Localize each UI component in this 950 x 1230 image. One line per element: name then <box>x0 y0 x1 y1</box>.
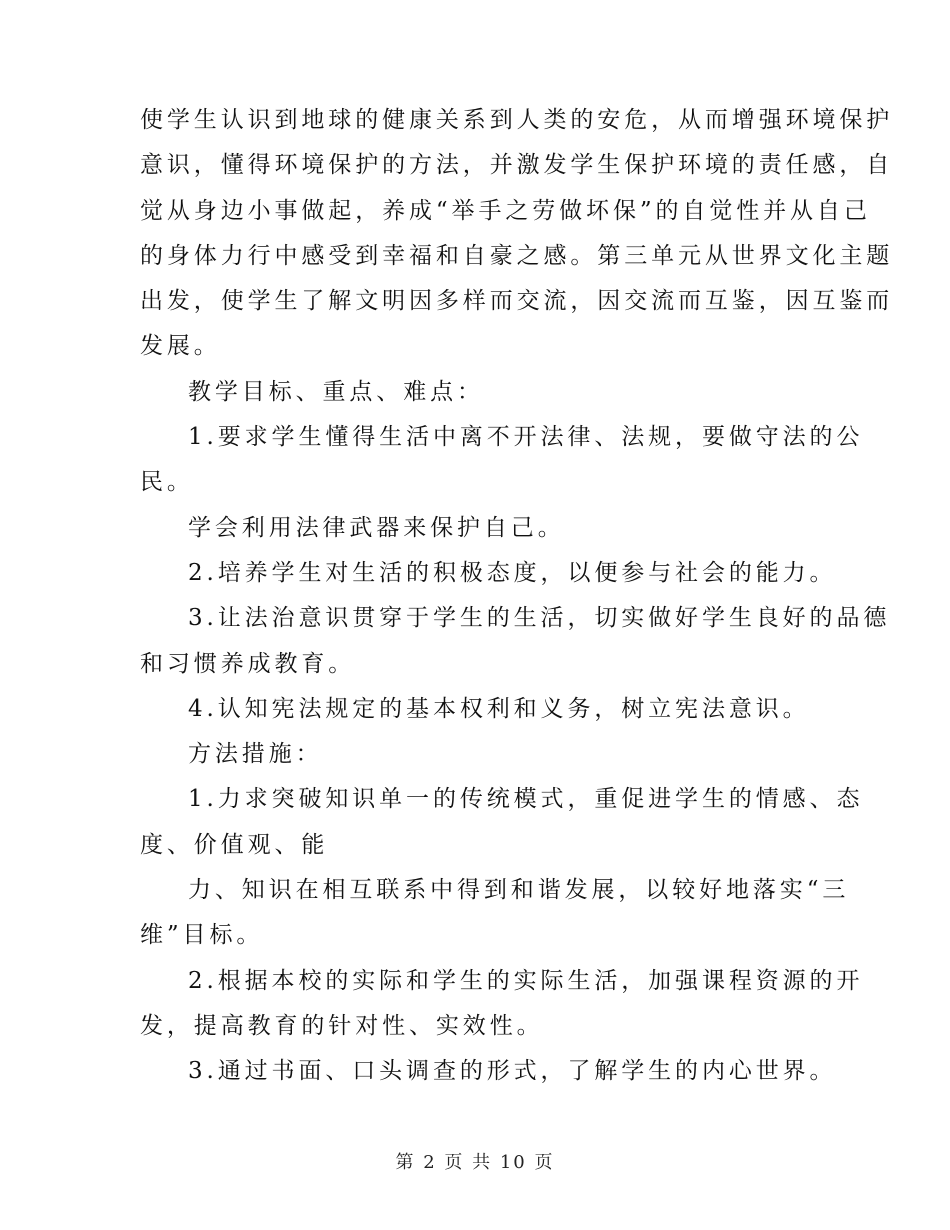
text-line: 1.要求学生懂得生活中离不开法律、法规，要做守法的公 <box>188 424 864 451</box>
text-line: 2.培养学生对生活的积极态度，以便参与社会的能力。 <box>188 559 837 586</box>
text-line: 发，提高教育的针对性、实效性。 <box>140 1012 544 1039</box>
text-line: 2.根据本校的实际和学生的实际生活，加强课程资源的开 <box>188 967 864 994</box>
text-line: 3.让法治意识贯穿于学生的生活，切实做好学生良好的品德 <box>188 605 891 632</box>
text-line: 使学生认识到地球的健康关系到人类的安危，从而增强环境保护 <box>140 107 894 133</box>
document-body <box>140 98 894 1095</box>
text-line: 意识，懂得环境保护的方法，并激发学生保护环境的责任感，自 <box>140 152 894 179</box>
text-line: 1.力求突破知识单一的传统模式，重促进学生的情感、态 <box>188 786 864 813</box>
text-line: 力、知识在相互联系中得到和谐发展，以较好地落实“三 <box>188 877 850 904</box>
section-heading-objectives: 教学目标、重点、难点： <box>188 378 484 405</box>
text-line: 觉从身边小事做起，养成“举手之劳做坏保”的自觉性并从自己 <box>140 197 871 224</box>
text-line: 3.通过书面、口头调查的形式，了解学生的内心世界。 <box>188 1058 837 1085</box>
text-line: 发展。 <box>140 333 221 360</box>
text-line: 民。 <box>140 469 194 496</box>
text-line: 出发，使学生了解文明因多样而交流，因交流而互鉴，因互鉴而 <box>140 288 894 315</box>
page-number-footer: 第 2 页 共 10 页 <box>395 1152 555 1173</box>
text-line: 和习惯养成教育。 <box>140 650 356 677</box>
text-line: 维”目标。 <box>140 922 264 949</box>
text-line: 度、价值观、能 <box>140 831 329 858</box>
text-line: 学会利用法律武器来保护自己。 <box>188 514 565 541</box>
text-line: 4.认知宪法规定的基本权利和义务，树立宪法意识。 <box>188 695 810 722</box>
section-heading-methods: 方法措施： <box>188 741 323 768</box>
text-line: 的身体力行中感受到幸福和自豪之感。第三单元从世界文化主题 <box>140 242 894 269</box>
